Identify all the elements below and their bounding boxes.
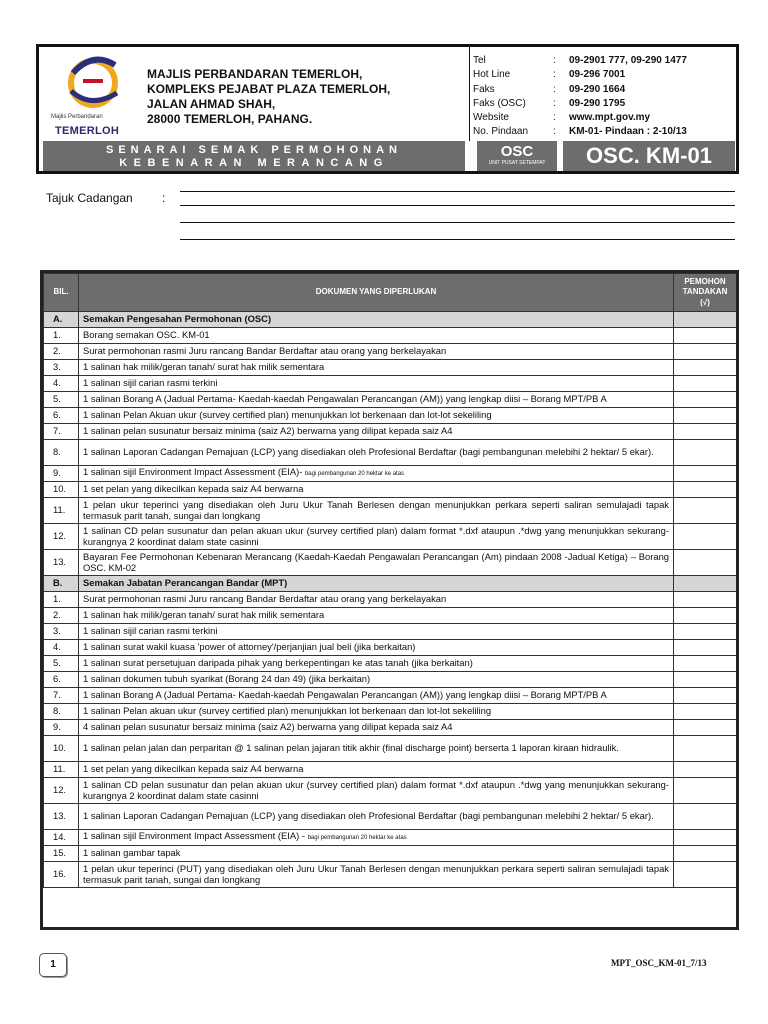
table-row xyxy=(44,672,737,688)
contact-row-website xyxy=(473,111,737,125)
document-note: bagi pembangunan 20 hektar ke atas xyxy=(307,835,407,842)
document-requirement xyxy=(79,804,674,830)
row-number: 8. xyxy=(44,704,79,720)
table-row xyxy=(44,524,737,550)
table-row xyxy=(44,640,737,656)
applicant-check-box[interactable] xyxy=(674,524,737,550)
row-number: 11. xyxy=(44,762,79,778)
row-number: 3. xyxy=(44,360,79,376)
column-header-bil: BIL. xyxy=(44,274,79,312)
document-text: 1 salinan Laporan Cadangan Pemajuan (LCP) yang disediakan oleh Profesional Berdaftar (bagi pembangunan melebihi 2 hektar/ 5 ekar). xyxy=(83,810,654,822)
document-text: 1 set pelan yang dikecilkan kepada saiz A4 berwarna xyxy=(83,483,304,495)
contact-colon: : xyxy=(553,97,556,109)
section-title: Semakan Pengesahan Permohonan (OSC) xyxy=(79,312,674,328)
table-row xyxy=(44,762,737,778)
document-requirement xyxy=(79,624,674,640)
document-requirement xyxy=(79,640,674,656)
applicant-check-box[interactable] xyxy=(674,778,737,804)
row-number: 2. xyxy=(44,344,79,360)
document-requirement xyxy=(79,482,674,498)
document-text: 1 salinan Pelan akuan ukur (survey certified plan) menunjukkan lot berkenaan dan lot-lot sekeliling xyxy=(83,705,492,717)
table-row xyxy=(44,408,737,424)
document-requirement xyxy=(79,762,674,778)
document-text: 1 salinan CD pelan susunatur dan pelan akuan ukur (survey certified plan) dalam format *.dxf ataupun .*dwg yang menunjukkan sekurang-kurangnya 2 koordinat dalam state casinni xyxy=(83,779,669,801)
table-row xyxy=(44,424,737,440)
document-text: 1 pelan ukur teperinci (PUT) yang disediakan oleh Juru Ukur Tanah Berlesen dengan menunjukkan perkara seperti saliran semulajadi tapak termasuk parit tanah, sungai dan longkang xyxy=(83,863,669,885)
row-number: 10. xyxy=(44,482,79,498)
document-text: 1 salinan hak milik/geran tanah/ surat hak milik sementara xyxy=(83,361,325,373)
contact-label: No. Pindaan xyxy=(473,126,529,138)
applicant-check-box[interactable] xyxy=(674,736,737,762)
table-row xyxy=(44,624,737,640)
applicant-check-box[interactable] xyxy=(674,376,737,392)
org-line: KOMPLEKS PEJABAT PLAZA TEMERLOH, xyxy=(147,82,391,96)
applicant-check-box[interactable] xyxy=(674,440,737,466)
contact-row-fax xyxy=(473,83,737,97)
document-text: Surat permohonan rasmi Juru rancang Bandar Berdaftar atau orang yang berkelayakan xyxy=(83,345,447,357)
applicant-check-box[interactable] xyxy=(674,762,737,778)
applicant-check-box[interactable] xyxy=(674,672,737,688)
letterhead xyxy=(36,44,739,174)
document-requirement xyxy=(79,550,674,576)
document-text: 1 salinan hak milik/geran tanah/ surat hak milik sementara xyxy=(83,609,325,621)
document-text: 1 salinan pelan jalan dan perparitan @ 1 salinan pelan jajaran titik akhir (final discharge point) berserta 1 laporan kiraan hidraulik. xyxy=(83,742,619,754)
row-number: 13. xyxy=(44,550,79,576)
document-text: 1 salinan pelan susunatur bersaiz minima (saiz A2) berwarna yang dilipat kepada saiz A4 xyxy=(83,425,453,437)
table-row xyxy=(44,830,737,846)
column-header-check: PEMOHON TANDAKAN (√) xyxy=(674,274,737,312)
page-number: 1 xyxy=(39,953,67,977)
document-text: 1 salinan gambar tapak xyxy=(83,847,181,859)
org-line: MAJLIS PERBANDARAN TEMERLOH, xyxy=(147,67,363,81)
applicant-check-box[interactable] xyxy=(674,592,737,608)
table-row xyxy=(44,592,737,608)
row-number: 12. xyxy=(44,524,79,550)
contact-row-amendment xyxy=(473,125,737,139)
contact-label: Faks xyxy=(473,83,495,95)
table-row xyxy=(44,550,737,576)
row-number: 13. xyxy=(44,804,79,830)
row-number: 6. xyxy=(44,672,79,688)
table-row xyxy=(44,608,737,624)
contact-label: Faks (OSC) xyxy=(473,97,526,109)
document-text: 1 salinan dokumen tubuh syarikat (Borang 24 dan 49) (jika berkaitan) xyxy=(83,673,371,685)
applicant-check-box[interactable] xyxy=(674,344,737,360)
table-row xyxy=(44,862,737,888)
document-text: 1 salinan surat wakil kuasa 'power of attorney'/perjanjian jual beli (jika berkaitan) xyxy=(83,641,416,653)
document-text: 4 salinan pelan susunatur bersaiz minima (saiz A2) berwarna yang dilipat kepada saiz A4 xyxy=(83,721,453,733)
applicant-check-box[interactable] xyxy=(674,392,737,408)
contact-label: Website xyxy=(473,112,509,124)
logo-emblem-icon xyxy=(43,51,143,115)
row-number: 14. xyxy=(44,830,79,846)
contact-colon: : xyxy=(553,55,556,66)
proposal-title-line[interactable] xyxy=(180,191,735,192)
table-row xyxy=(44,482,737,498)
table-row xyxy=(44,704,737,720)
row-number: 8. xyxy=(44,440,79,466)
document-text: 1 salinan surat persetujuan daripada pihak yang berkepentingan ke atas tanah (jika berkaitan) xyxy=(83,657,473,669)
document-text: Bayaran Fee Permohonan Kebenaran Merancang (Kaedah-Kaedah Pengawalan Perancangan (Am) pindaan 2008 -Jadual Ketiga) – Borang OSC. KM-02 xyxy=(83,551,669,573)
applicant-check-box[interactable] xyxy=(674,846,737,862)
contact-colon: : xyxy=(553,112,556,124)
applicant-check-box[interactable] xyxy=(674,830,737,846)
table-row xyxy=(44,440,737,466)
document-requirement xyxy=(79,592,674,608)
proposal-title-line[interactable] xyxy=(180,205,735,206)
document-requirement xyxy=(79,608,674,624)
applicant-check-box[interactable] xyxy=(674,688,737,704)
section-check-cell xyxy=(674,312,737,328)
document-requirement xyxy=(79,360,674,376)
row-number: 4. xyxy=(44,640,79,656)
document-requirement xyxy=(79,466,674,482)
table-row xyxy=(44,328,737,344)
contact-row-tel xyxy=(473,53,737,68)
osc-badge xyxy=(477,141,557,171)
document-requirement xyxy=(79,344,674,360)
row-number: 2. xyxy=(44,608,79,624)
applicant-check-box[interactable] xyxy=(674,424,737,440)
table-header-row xyxy=(44,274,737,312)
org-line: JALAN AHMAD SHAH, xyxy=(147,97,276,111)
organization-address xyxy=(147,67,390,127)
form-code: OSC. KM-01 xyxy=(563,141,735,171)
applicant-check-box[interactable] xyxy=(674,482,737,498)
document-text: 1 salinan Borang A (Jadual Pertama- Kaedah-kaedah Pengawalan Perancangan (AM)) yang lengkap diisi – Borang MPT/PB A xyxy=(83,393,607,405)
table-row xyxy=(44,344,737,360)
document-requirement xyxy=(79,736,674,762)
contact-info xyxy=(473,53,737,140)
document-code: MPT_OSC_KM-01_7/13 xyxy=(611,958,707,968)
document-requirement xyxy=(79,424,674,440)
table-row xyxy=(44,688,737,704)
document-requirement xyxy=(79,862,674,888)
contact-label: Hot Line xyxy=(473,69,511,81)
applicant-check-box[interactable] xyxy=(674,550,737,576)
table-row xyxy=(44,804,737,830)
document-text: Surat permohonan rasmi Juru rancang Bandar Berdaftar atau orang yang berkelayakan xyxy=(83,593,447,605)
document-text: 1 salinan sijil Environment Impact Assessment (EIA)- xyxy=(83,466,303,478)
row-number: 9. xyxy=(44,720,79,736)
applicant-check-box[interactable] xyxy=(674,624,737,640)
applicant-check-box[interactable] xyxy=(674,360,737,376)
checklist-table xyxy=(40,270,739,930)
form-title-line: KEBENARAN MERANCANG xyxy=(119,157,389,169)
document-text: 1 salinan sijil carian rasmi terkini xyxy=(83,625,218,637)
document-text: 1 salinan Borang A (Jadual Pertama- Kaedah-kaedah Pengawalan Perancangan (AM)) yang lengkap diisi – Borang MPT/PB A xyxy=(83,689,607,701)
row-number: 7. xyxy=(44,688,79,704)
osc-label: OSC xyxy=(500,143,534,160)
checklist-body xyxy=(44,312,737,888)
contact-label: Tel xyxy=(473,55,486,66)
table-row xyxy=(44,392,737,408)
osc-caption: UNIT PUSAT SETEMPAT xyxy=(488,160,546,166)
row-number: 1. xyxy=(44,592,79,608)
row-number: 6. xyxy=(44,408,79,424)
contact-row-fax-osc xyxy=(473,97,737,111)
table-row xyxy=(44,466,737,482)
applicant-check-box[interactable] xyxy=(674,608,737,624)
table-row xyxy=(44,720,737,736)
form-title-line: SENARAI SEMAK PERMOHONAN xyxy=(105,144,402,156)
document-text: 1 set pelan yang dikecilkan kepada saiz A4 berwarna xyxy=(83,763,304,775)
row-number: 12. xyxy=(44,778,79,804)
document-requirement xyxy=(79,704,674,720)
row-number: 5. xyxy=(44,656,79,672)
contact-colon: : xyxy=(553,83,556,95)
document-requirement xyxy=(79,778,674,804)
document-text: 1 pelan ukur teperinci yang disediakan oleh Juru Ukur Tanah Berlesen dengan menunjukkan perkara seperti saliran semulajadi tapak termasuk parit tanah, sungai dan longkang xyxy=(83,499,669,521)
document-text: 1 salinan sijil Environment Impact Assessment (EIA) - xyxy=(83,830,305,842)
logo-caption: Majlis Perbandaran xyxy=(51,114,103,120)
column-header-document: DOKUMEN YANG DIPERLUKAN xyxy=(79,274,674,312)
row-number: 3. xyxy=(44,624,79,640)
document-requirement xyxy=(79,688,674,704)
applicant-check-box[interactable] xyxy=(674,640,737,656)
document-requirement xyxy=(79,672,674,688)
section-row xyxy=(44,576,737,592)
applicant-check-box[interactable] xyxy=(674,704,737,720)
document-requirement xyxy=(79,656,674,672)
council-logo xyxy=(43,51,143,139)
table-row xyxy=(44,360,737,376)
applicant-check-box[interactable] xyxy=(674,862,737,888)
row-number: 9. xyxy=(44,466,79,482)
proposal-title-colon: : xyxy=(162,191,166,205)
row-number: 5. xyxy=(44,392,79,408)
form-title-bar xyxy=(43,141,465,171)
document-note: bagi pembangunan 20 hektar ke atas xyxy=(304,471,405,478)
document-requirement xyxy=(79,376,674,392)
section-code: B. xyxy=(44,576,79,592)
proposal-title-line[interactable] xyxy=(180,239,735,240)
table-row xyxy=(44,376,737,392)
table-row xyxy=(44,736,737,762)
applicant-check-box[interactable] xyxy=(674,656,737,672)
applicant-check-box[interactable] xyxy=(674,720,737,736)
document-text: Borang semakan OSC. KM-01 xyxy=(83,329,210,341)
table-row xyxy=(44,656,737,672)
row-number: 16. xyxy=(44,862,79,888)
row-number: 11. xyxy=(44,498,79,524)
row-number: 10. xyxy=(44,736,79,762)
contact-value: www.mpt.gov.my xyxy=(569,112,651,124)
contact-value: 09-296 7001 xyxy=(569,69,626,81)
section-title: Semakan Jabatan Perancangan Bandar (MPT) xyxy=(79,576,674,592)
document-text: 1 salinan Pelan Akuan ukur (survey certified plan) menunjukkan lot berkenaan dan lot-lot sekeliling xyxy=(83,409,492,421)
document-requirement xyxy=(79,408,674,424)
document-requirement xyxy=(79,440,674,466)
document-text: 1 salinan sijil carian rasmi terkini xyxy=(83,377,218,389)
table-row xyxy=(44,778,737,804)
table-row xyxy=(44,846,737,862)
contact-row-hotline xyxy=(473,68,737,82)
section-row xyxy=(44,312,737,328)
document-requirement xyxy=(79,846,674,862)
document-requirement xyxy=(79,498,674,524)
applicant-check-box[interactable] xyxy=(674,328,737,344)
proposal-title-label: Tajuk Cadangan xyxy=(46,191,133,205)
row-number: 4. xyxy=(44,376,79,392)
applicant-check-box[interactable] xyxy=(674,804,737,830)
document-requirement xyxy=(79,328,674,344)
proposal-title-line[interactable] xyxy=(180,222,735,223)
row-number: 15. xyxy=(44,846,79,862)
document-requirement xyxy=(79,720,674,736)
row-number: 1. xyxy=(44,328,79,344)
section-code: A. xyxy=(44,312,79,328)
row-number: 7. xyxy=(44,424,79,440)
org-line: 28000 TEMERLOH, PAHANG. xyxy=(147,112,313,126)
contact-value: 09-290 1664 xyxy=(569,83,626,95)
contact-value: 09-2901 777, 09-290 1477 xyxy=(569,55,687,66)
applicant-check-box[interactable] xyxy=(674,498,737,524)
contact-colon: : xyxy=(553,126,556,138)
logo-name: TEMERLOH xyxy=(55,125,120,137)
document-requirement xyxy=(79,392,674,408)
document-requirement xyxy=(79,524,674,550)
section-check-cell xyxy=(674,576,737,592)
header-divider xyxy=(469,47,470,141)
document-requirement xyxy=(79,830,674,846)
contact-value: 09-290 1795 xyxy=(569,97,626,109)
applicant-check-box[interactable] xyxy=(674,466,737,482)
applicant-check-box[interactable] xyxy=(674,408,737,424)
table-row xyxy=(44,498,737,524)
document-text: 1 salinan CD pelan susunatur dan pelan akuan ukur (survey certified plan) dalam format *.dxf ataupun .*dwg yang menunjukkan sekurang-kurangnya 2 koordinat dalam state casinni xyxy=(83,525,669,547)
contact-value: KM-01- Pindaan : 2-10/13 xyxy=(569,126,687,138)
document-text: 1 salinan Laporan Cadangan Pemajuan (LCP) yang disediakan oleh Profesional Berdaftar (bagi pembangunan melebihi 2 hektar/ 5 ekar). xyxy=(83,446,654,458)
contact-colon: : xyxy=(553,69,556,81)
